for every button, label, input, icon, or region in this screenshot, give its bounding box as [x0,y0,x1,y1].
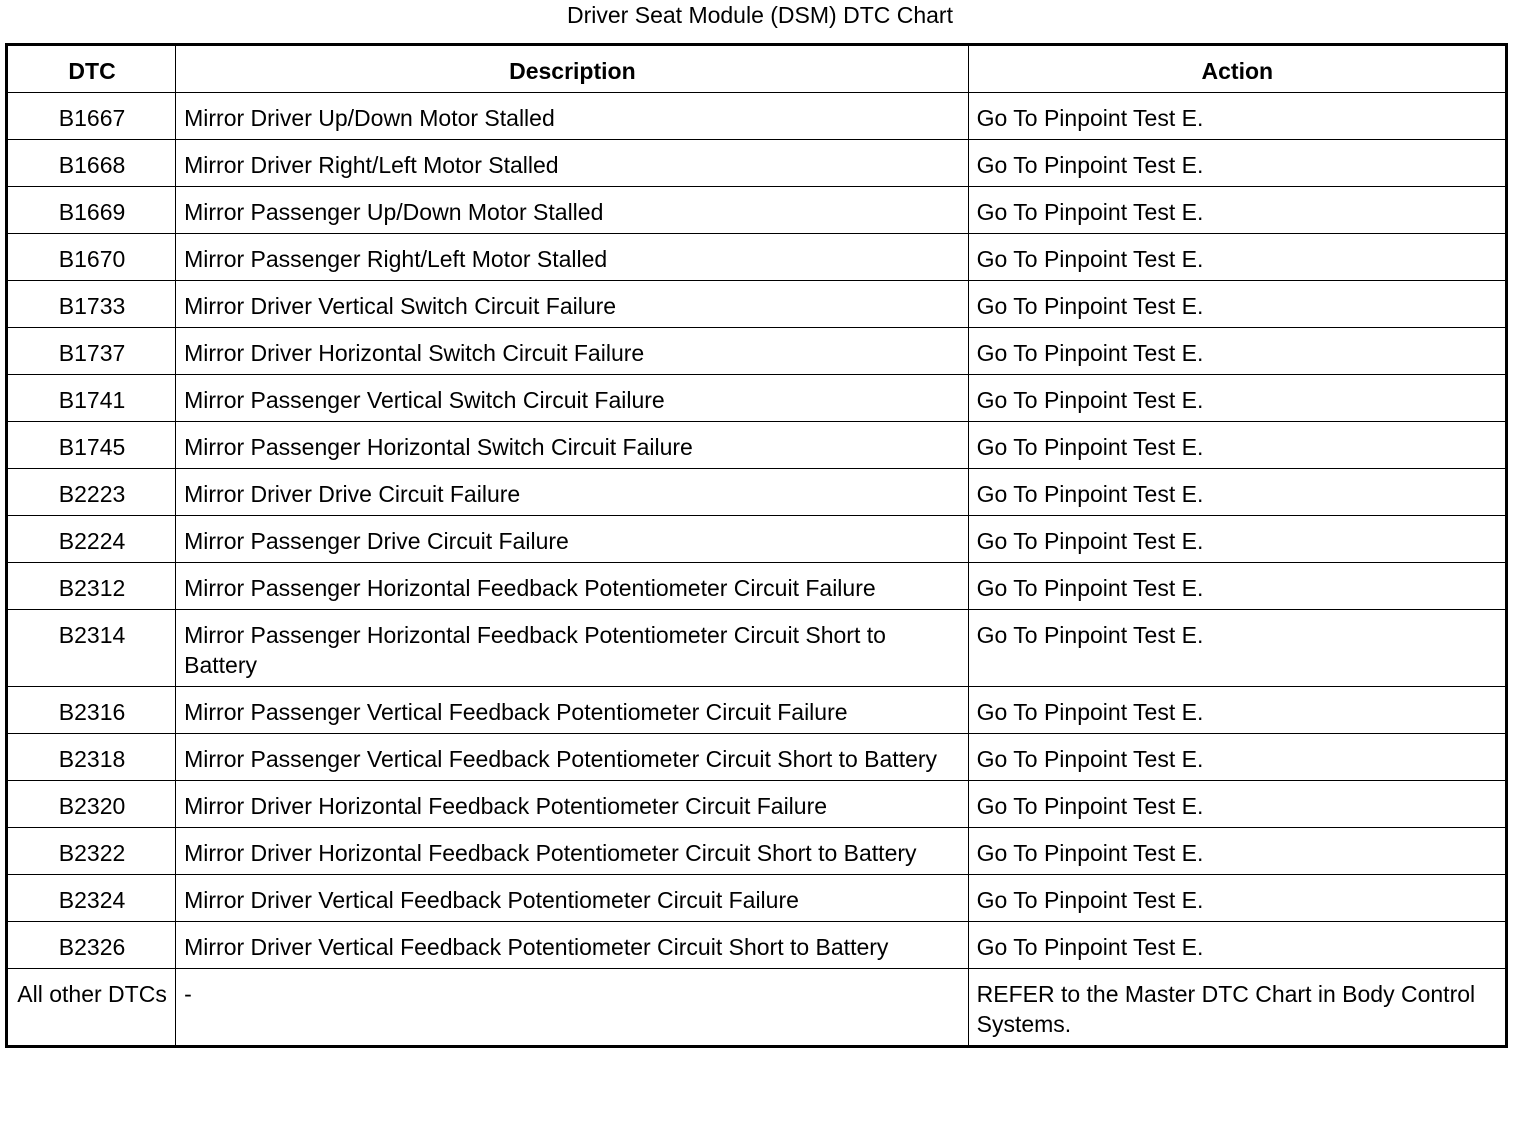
dtc-code: B2312 [7,563,176,610]
dtc-description: Mirror Passenger Vertical Switch Circuit Failure [176,375,969,422]
dtc-code: B2223 [7,469,176,516]
dtc-code: B2326 [7,922,176,969]
dtc-description: Mirror Driver Vertical Feedback Potentiometer Circuit Short to Battery [176,922,969,969]
dtc-description: Mirror Driver Vertical Switch Circuit Failure [176,281,969,328]
table-row [7,375,1507,422]
table-row [7,234,1507,281]
dtc-action: Go To Pinpoint Test E. [968,610,1506,687]
dtc-description: Mirror Driver Vertical Feedback Potentiometer Circuit Failure [176,875,969,922]
dtc-code: B2324 [7,875,176,922]
dtc-description: Mirror Passenger Vertical Feedback Potentiometer Circuit Short to Battery [176,734,969,781]
dtc-description: Mirror Driver Drive Circuit Failure [176,469,969,516]
dtc-code: B2316 [7,687,176,734]
table-row [7,610,1507,687]
dtc-description: Mirror Driver Horizontal Feedback Potentiometer Circuit Short to Battery [176,828,969,875]
dtc-action: Go To Pinpoint Test E. [968,922,1506,969]
table-header-row [7,45,1507,93]
dtc-description: Mirror Driver Horizontal Feedback Potentiometer Circuit Failure [176,781,969,828]
dtc-code: B1669 [7,187,176,234]
dtc-code: B1745 [7,422,176,469]
dtc-action: Go To Pinpoint Test E. [968,781,1506,828]
dtc-description: Mirror Passenger Vertical Feedback Potentiometer Circuit Failure [176,687,969,734]
table-row [7,969,1507,1047]
description-column-header: Description [176,45,969,93]
page-title: Driver Seat Module (DSM) DTC Chart [567,2,953,28]
table-row [7,563,1507,610]
dtc-action: Go To Pinpoint Test E. [968,422,1506,469]
dtc-action: Go To Pinpoint Test E. [968,734,1506,781]
dtc-action: Go To Pinpoint Test E. [968,469,1506,516]
table-row [7,734,1507,781]
dtc-table [5,43,1508,1048]
dtc-code: All other DTCs [7,969,176,1047]
dtc-code: B2320 [7,781,176,828]
table-row [7,516,1507,563]
table-row [7,422,1507,469]
dtc-action: Go To Pinpoint Test E. [968,563,1506,610]
dtc-code: B1737 [7,328,176,375]
dtc-code: B1667 [7,93,176,140]
dtc-action: Go To Pinpoint Test E. [968,281,1506,328]
dtc-action: Go To Pinpoint Test E. [968,828,1506,875]
table-row [7,187,1507,234]
dtc-description: Mirror Passenger Up/Down Motor Stalled [176,187,969,234]
dtc-action: Go To Pinpoint Test E. [968,875,1506,922]
dtc-description: - [176,969,969,1047]
table-row [7,875,1507,922]
table-row [7,781,1507,828]
dtc-code: B2314 [7,610,176,687]
dtc-code: B2224 [7,516,176,563]
dtc-action: Go To Pinpoint Test E. [968,328,1506,375]
dtc-description: Mirror Passenger Right/Left Motor Stalled [176,234,969,281]
dtc-action: Go To Pinpoint Test E. [968,140,1506,187]
dtc-description: Mirror Driver Up/Down Motor Stalled [176,93,969,140]
dtc-action: Go To Pinpoint Test E. [968,516,1506,563]
action-column-header: Action [968,45,1506,93]
table-row [7,922,1507,969]
dtc-code: B1670 [7,234,176,281]
dtc-description: Mirror Passenger Horizontal Feedback Potentiometer Circuit Failure [176,563,969,610]
table-row [7,828,1507,875]
dtc-description: Mirror Passenger Horizontal Feedback Potentiometer Circuit Short to Battery [176,610,969,687]
dtc-action: Go To Pinpoint Test E. [968,234,1506,281]
dtc-column-header: DTC [7,45,176,93]
dtc-code: B1733 [7,281,176,328]
dtc-code: B1668 [7,140,176,187]
table-row [7,328,1507,375]
dtc-action: Go To Pinpoint Test E. [968,375,1506,422]
table-row [7,469,1507,516]
dtc-action: Go To Pinpoint Test E. [968,687,1506,734]
dtc-code: B2322 [7,828,176,875]
table-row [7,281,1507,328]
dtc-description: Mirror Driver Right/Left Motor Stalled [176,140,969,187]
table-row [7,687,1507,734]
dtc-action: REFER to the Master DTC Chart in Body Control Systems. [968,969,1506,1047]
dtc-code: B2318 [7,734,176,781]
table-row [7,140,1507,187]
dtc-description: Mirror Passenger Horizontal Switch Circuit Failure [176,422,969,469]
dtc-description: Mirror Driver Horizontal Switch Circuit Failure [176,328,969,375]
table-row [7,93,1507,140]
dtc-action: Go To Pinpoint Test E. [968,187,1506,234]
dtc-action: Go To Pinpoint Test E. [968,93,1506,140]
dtc-code: B1741 [7,375,176,422]
dtc-description: Mirror Passenger Drive Circuit Failure [176,516,969,563]
